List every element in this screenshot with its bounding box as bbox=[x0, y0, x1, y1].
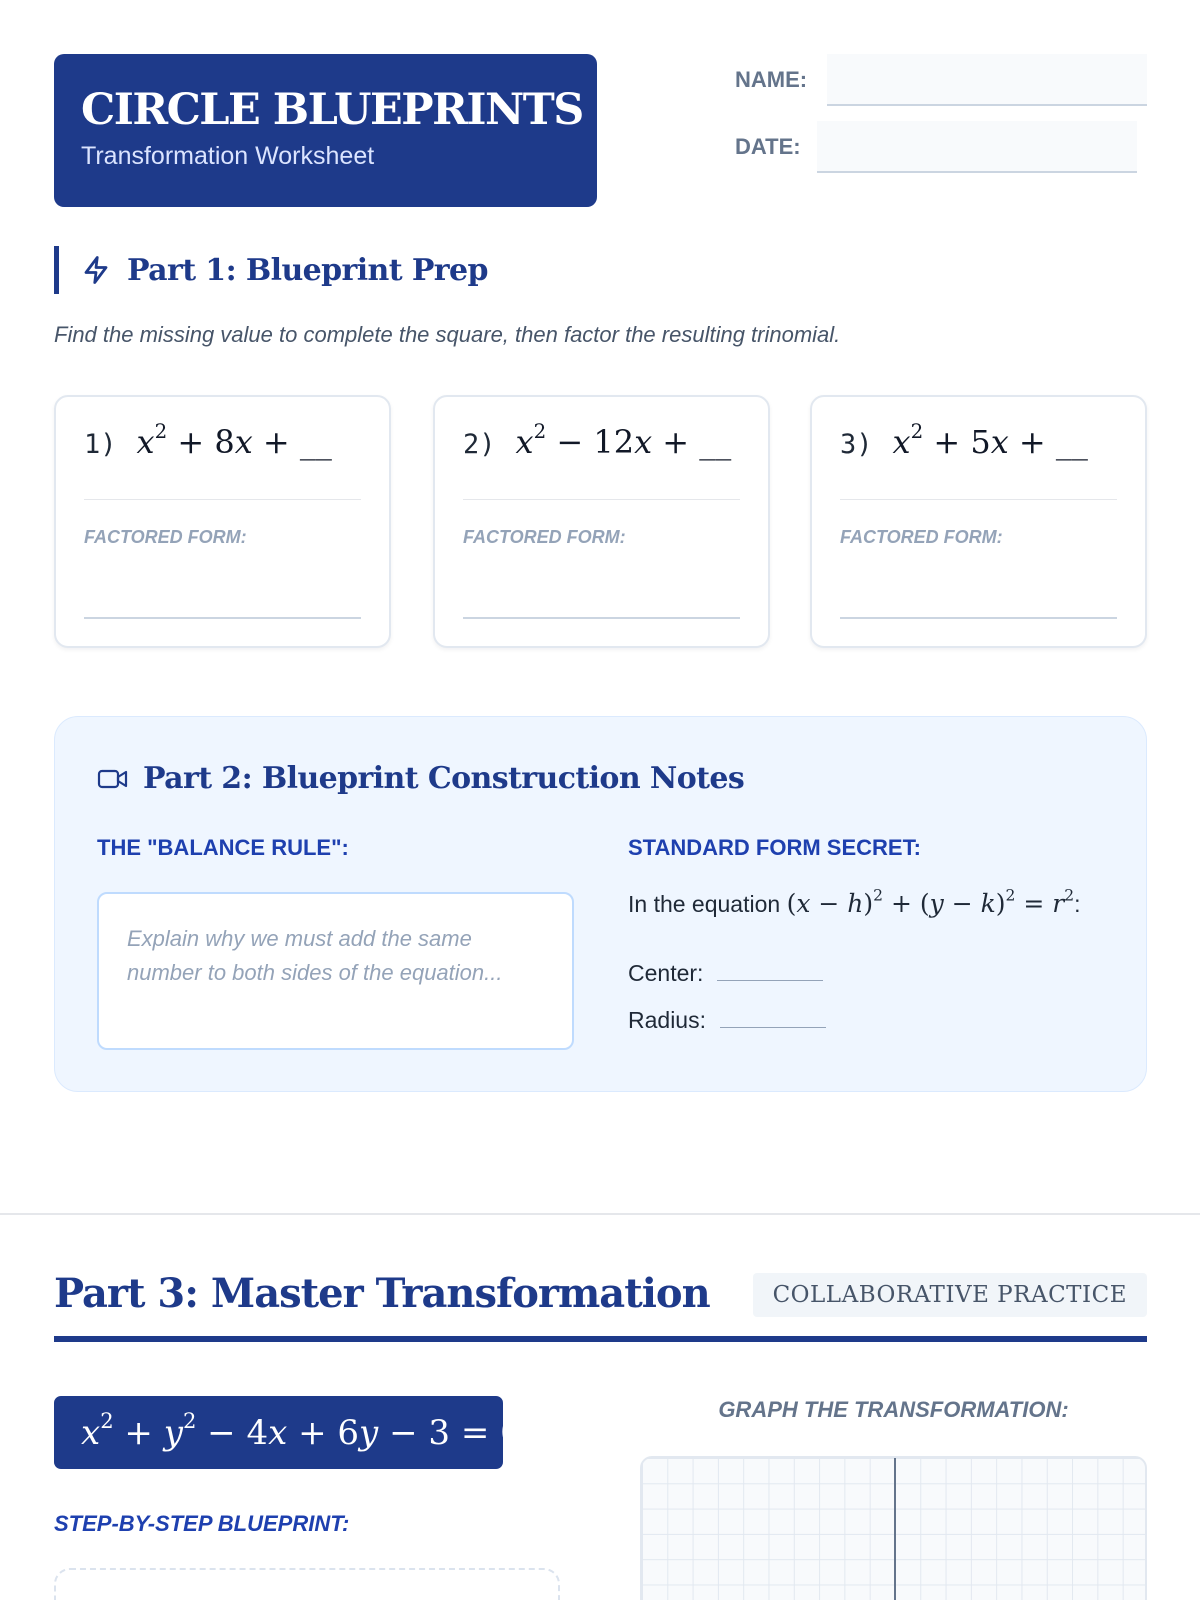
card-divider bbox=[463, 499, 740, 500]
y-axis bbox=[894, 1458, 896, 1600]
radius-fill bbox=[628, 1007, 826, 1034]
lightning-icon bbox=[81, 254, 111, 286]
steps-label: STEP-BY-STEP BLUEPRINT: bbox=[54, 1511, 350, 1536]
problem-number: 2) bbox=[463, 429, 496, 460]
factored-form-answer-line[interactable] bbox=[840, 617, 1117, 619]
name-field[interactable] bbox=[827, 54, 1147, 106]
part1-instruction: Find the missing value to complete the square, then factor the resulting trinomial. bbox=[54, 322, 841, 347]
part2-title: Part 2: Blueprint Construction Notes bbox=[143, 761, 745, 796]
collaborative-badge: COLLABORATIVE PRACTICE bbox=[753, 1273, 1147, 1317]
factored-form-answer-line[interactable] bbox=[84, 617, 361, 619]
problem-equation: 1) $x^2 + 8x$ + __ bbox=[84, 420, 332, 461]
problem-number: 3) bbox=[840, 429, 873, 460]
part2-heading bbox=[97, 761, 744, 796]
radius-label: Radius: bbox=[628, 1007, 706, 1033]
video-camera-icon bbox=[97, 767, 129, 791]
factored-form-answer-line[interactable] bbox=[463, 617, 740, 619]
part2-panel bbox=[54, 716, 1147, 1092]
title-banner bbox=[54, 54, 597, 207]
problem-card bbox=[810, 395, 1147, 648]
center-fill bbox=[628, 960, 823, 987]
part3-title: Part 3: Master Transformation bbox=[54, 1270, 710, 1317]
problem-number: 1) bbox=[84, 429, 117, 460]
center-label: Center: bbox=[628, 960, 704, 986]
date-field[interactable] bbox=[817, 121, 1137, 173]
part1-heading bbox=[54, 246, 488, 294]
problem-card bbox=[54, 395, 391, 648]
problem-equation: 2) $x^2 - 12x$ + __ bbox=[463, 420, 732, 461]
steps-work-area[interactable] bbox=[54, 1568, 560, 1600]
worksheet-title: CIRCLE BLUEPRINTS bbox=[81, 85, 583, 135]
problem-equation: 3) $x^2 + 5x$ + __ bbox=[840, 420, 1088, 461]
card-divider bbox=[840, 499, 1117, 500]
name-label: NAME: bbox=[735, 67, 808, 92]
part1-title: Part 1: Blueprint Prep bbox=[127, 252, 488, 288]
balance-rule-heading: THE "BALANCE RULE": bbox=[97, 835, 349, 860]
master-equation: $x^2 + y^2 - 4x + 6y - 3 = 0$ bbox=[54, 1396, 503, 1469]
factored-form-label: FACTORED FORM: bbox=[840, 527, 1003, 547]
balance-rule-textarea[interactable]: Explain why we must add the same number to both sides of the equation... bbox=[97, 892, 574, 1050]
part3-rule bbox=[54, 1336, 1147, 1342]
factored-form-label: FACTORED FORM: bbox=[463, 527, 626, 547]
standard-form-equation: In the equation $(x - h)^2 + (y - k)^2 = r^2$: bbox=[628, 886, 1081, 918]
factored-form-label: FACTORED FORM: bbox=[84, 527, 247, 547]
problem-card bbox=[433, 395, 770, 648]
date-label: DATE: bbox=[735, 134, 801, 159]
standard-form-heading: STANDARD FORM SECRET: bbox=[628, 835, 921, 860]
graph-grid[interactable] bbox=[640, 1456, 1147, 1600]
page-divider bbox=[0, 1213, 1200, 1215]
card-divider bbox=[84, 499, 361, 500]
center-blank[interactable] bbox=[717, 980, 823, 981]
radius-blank[interactable] bbox=[720, 1027, 826, 1028]
graph-label: GRAPH THE TRANSFORMATION: bbox=[718, 1397, 1069, 1422]
worksheet-subtitle: Transformation Worksheet bbox=[81, 142, 375, 170]
